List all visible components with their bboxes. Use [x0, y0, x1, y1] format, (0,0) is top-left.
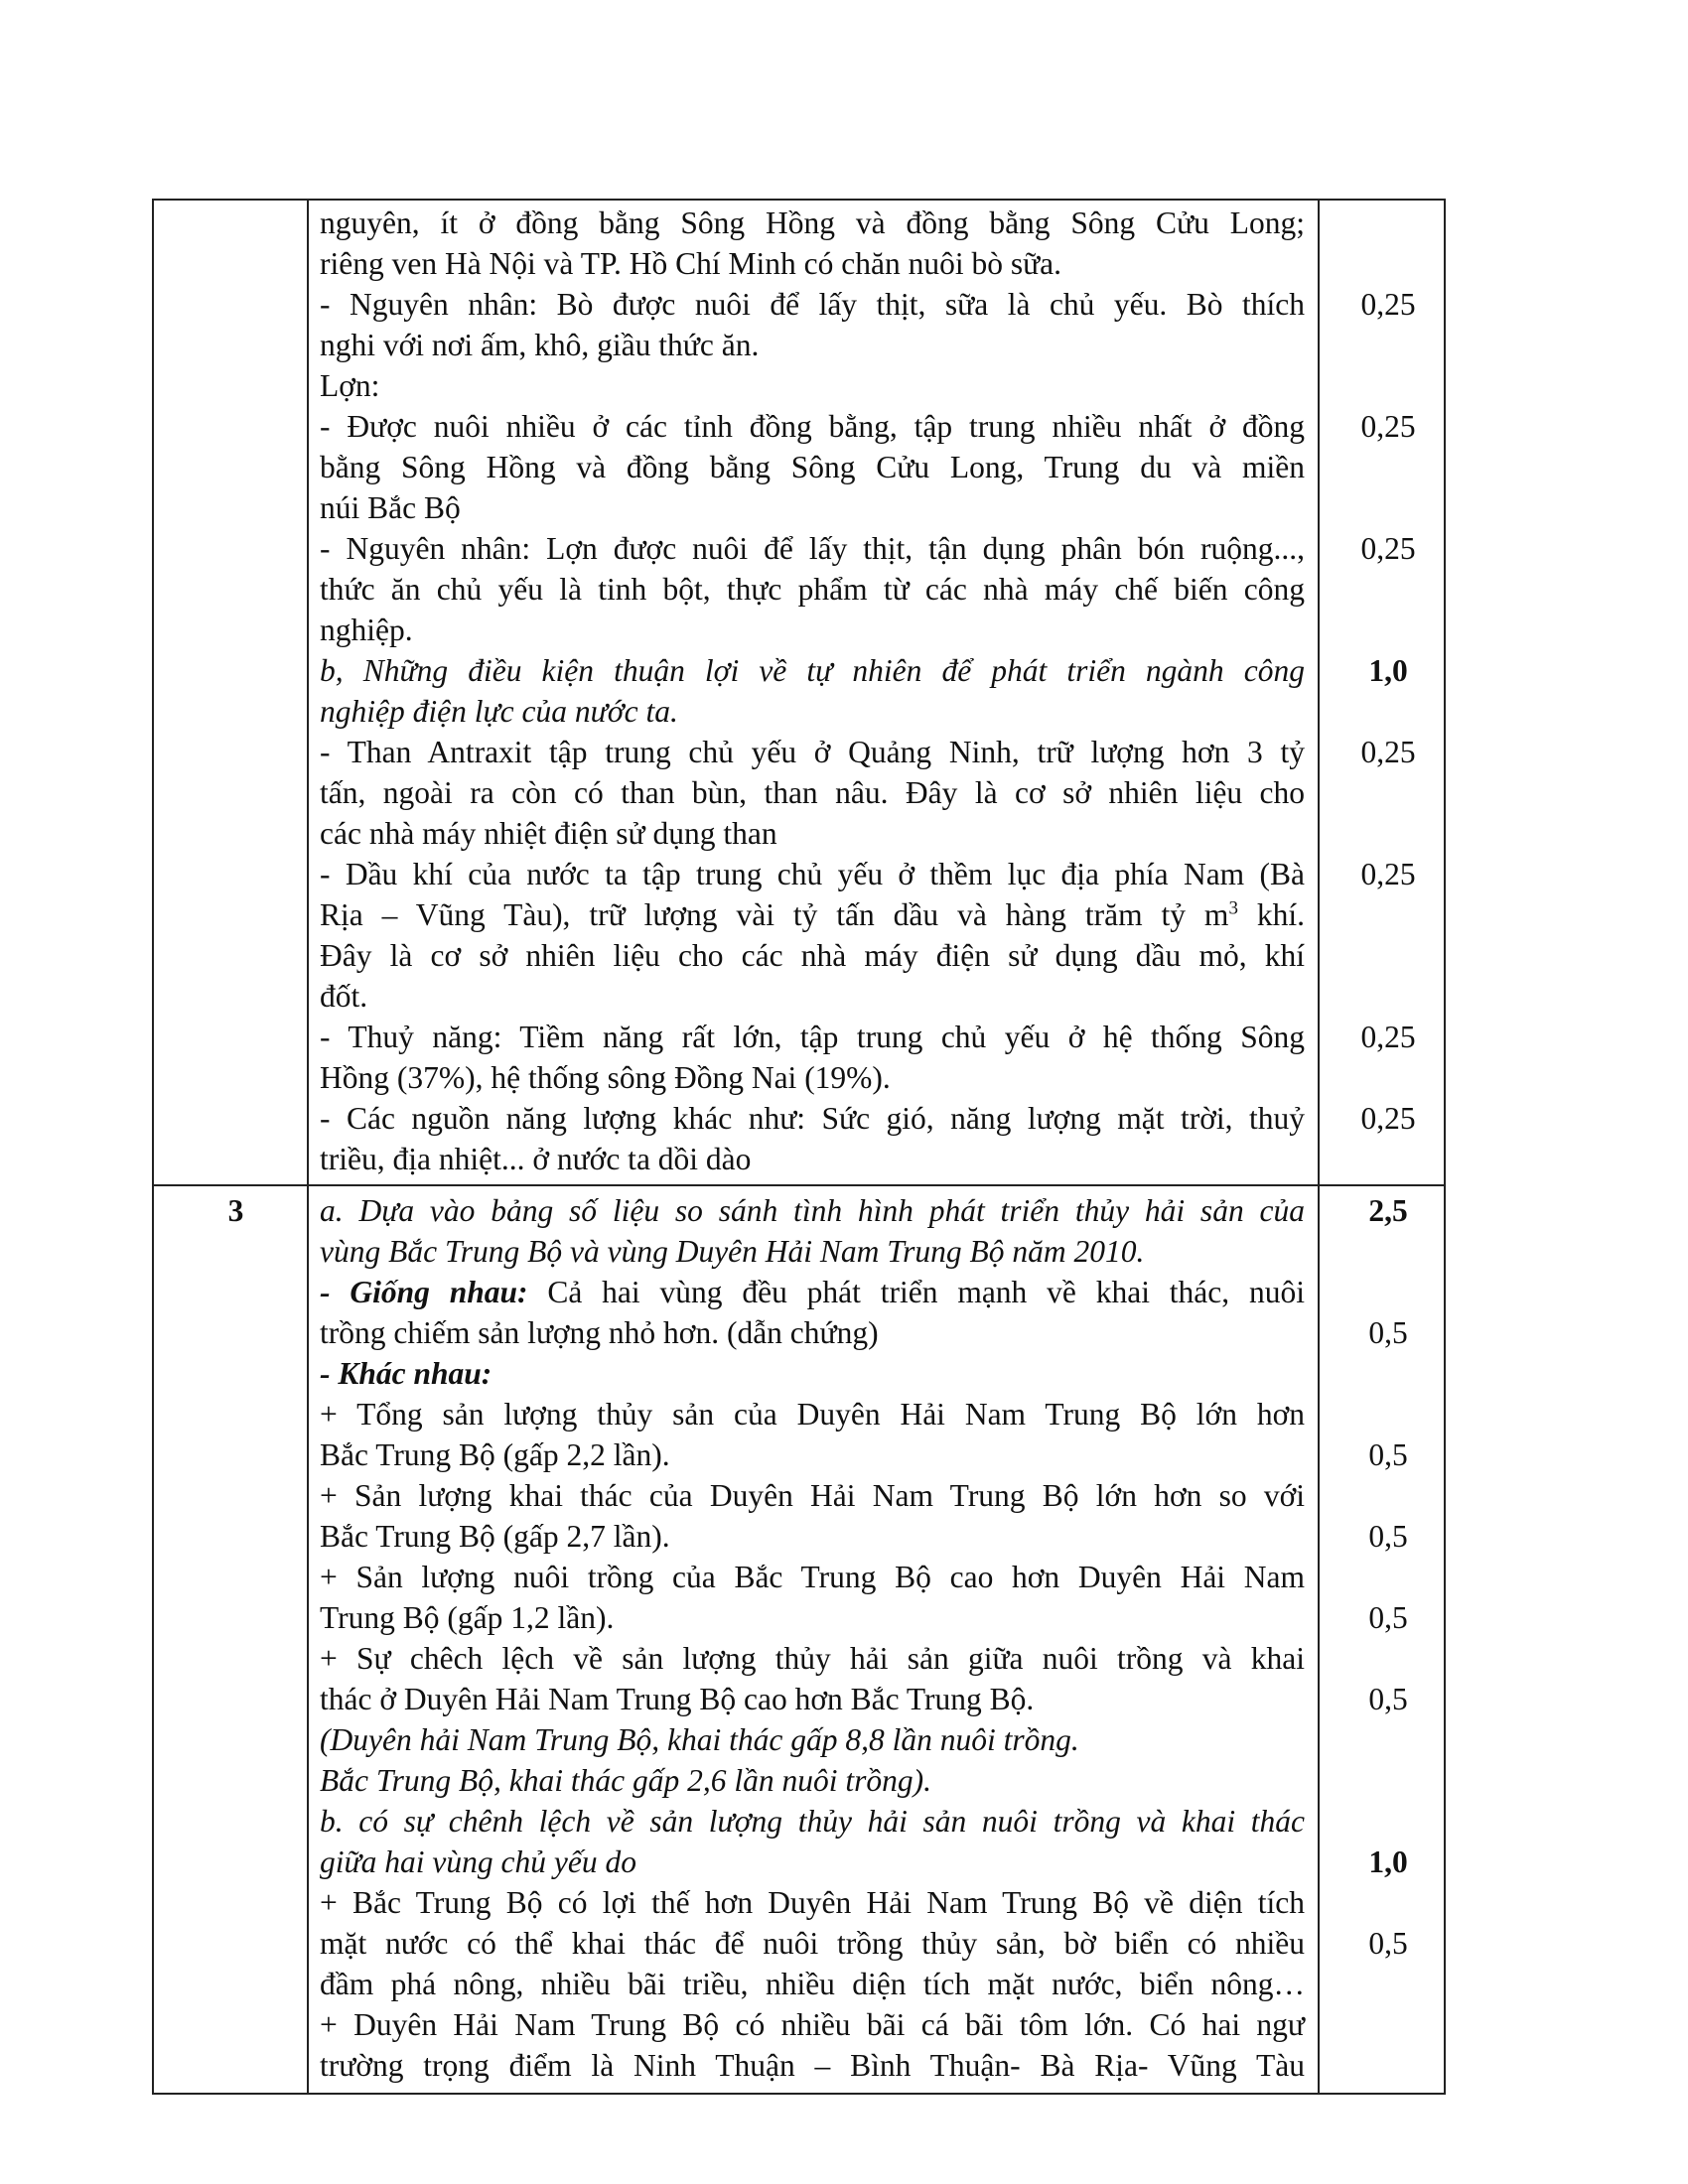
superscript: 3 [1228, 897, 1238, 919]
text-line: Trung Bộ (gấp 1,2 lần). [320, 1600, 615, 1635]
text-line: - Dầu khí của nước ta tập trung chủ yếu ở thềm lục địa phía Nam (Bà [320, 857, 1305, 891]
score-value: 0,25 [1360, 857, 1416, 891]
score-value: 0,25 [1360, 1101, 1416, 1136]
score-value: 2,5 [1368, 1193, 1408, 1228]
score-value: 0,5 [1368, 1519, 1408, 1554]
text-line: riêng ven Hà Nội và TP. Hồ Chí Minh có chăn nuôi bò sữa. [320, 246, 1062, 281]
text-line: + Sản lượng khai thác của Duyên Hải Nam Trung Bộ lớn hơn so với [320, 1478, 1305, 1513]
text-segment: Rịa – Vũng Tàu), trữ lượng vài tỷ tấn dầu và hàng trăm tỷ m [320, 897, 1229, 932]
score-value: 0,5 [1368, 1682, 1408, 1716]
score-value: 0,5 [1368, 1600, 1408, 1635]
text-line: nghi với nơi ấm, khô, giầu thức ăn. [320, 328, 760, 362]
text-line: - Nguyên nhân: Lợn được nuôi để lấy thịt, tận dụng phân bón ruộng..., [320, 531, 1305, 566]
label-similar: - Giống nhau: [320, 1275, 528, 1309]
text-line: thức ăn chủ yếu là tinh bột, thực phẩm từ các nhà máy chế biến công [320, 572, 1305, 607]
text-line: - Các nguồn năng lượng khác như: Sức gió, năng lượng mặt trời, thuỷ [320, 1101, 1305, 1136]
question-number: 3 [227, 1193, 244, 1228]
text-line: - Được nuôi nhiều ở các tỉnh đồng bằng, tập trung nhiều nhất ở đồng [320, 409, 1305, 444]
text-line: đốt. [320, 979, 368, 1014]
text-line: + Tổng sản lượng thủy sản của Duyên Hải Nam Trung Bộ lớn hơn [320, 1397, 1305, 1432]
text-line: trường trọng điểm là Ninh Thuận – Bình Thuận- Bà Rịa- Vũng Tàu [320, 2048, 1305, 2083]
text-line: các nhà máy nhiệt điện sử dụng than [320, 816, 777, 851]
text-line: Bắc Trung Bộ (gấp 2,7 lần). [320, 1519, 670, 1554]
answer-table [152, 199, 1446, 2095]
table-row-divider [152, 1184, 1446, 1186]
text-line: triều, địa nhiệt... ở nước ta dồi dào [320, 1142, 752, 1176]
text-line: nghiệp. [320, 613, 413, 647]
text-line [320, 894, 1305, 935]
text-line: - Thuỷ năng: Tiềm năng rất lớn, tập trung chủ yếu ở hệ thống Sông [320, 1020, 1305, 1054]
score-value: 0,25 [1360, 531, 1416, 566]
text-line: tấn, ngoài ra còn có than bùn, than nâu. Đây là cơ sở nhiên liệu cho [320, 775, 1305, 810]
text-line: + Sản lượng nuôi trồng của Bắc Trung Bộ cao hơn Duyên Hải Nam [320, 1560, 1305, 1594]
table-border-top [152, 199, 1446, 201]
score-value: 0,5 [1368, 1926, 1408, 1961]
text-line: thác ở Duyên Hải Nam Trung Bộ cao hơn Bắc Trung Bộ. [320, 1682, 1035, 1716]
text-line: trồng chiếm sản lượng nhỏ hơn. (dẫn chứng) [320, 1315, 879, 1350]
text-line [320, 1272, 1305, 1312]
subheading-line: nghiệp điện lực của nước ta. [320, 694, 678, 729]
score-value: 0,25 [1360, 287, 1416, 322]
table-border-left [152, 199, 154, 2095]
score-value: 0,25 [1360, 1020, 1416, 1054]
subheading-line: giữa hai vùng chủ yếu do [320, 1844, 636, 1879]
table-border-bottom [152, 2093, 1446, 2095]
score-value: 0,25 [1360, 409, 1416, 444]
text-line: - Than Antraxit tập trung chủ yếu ở Quảng Ninh, trữ lượng hơn 3 tỷ [320, 735, 1305, 769]
subheading-line: b. có sự chênh lệch về sản lượng thủy hải sản nuôi trồng và khai thác [320, 1804, 1305, 1839]
text-line: - Nguyên nhân: Bò được nuôi để lấy thịt, sữa là chủ yếu. Bò thích [320, 287, 1305, 322]
text-line: núi Bắc Bộ [320, 490, 461, 525]
note-line: Bắc Trung Bộ, khai thác gấp 2,6 lần nuôi trồng). [320, 1763, 931, 1798]
score-value: 1,0 [1368, 1844, 1408, 1879]
text-line: mặt nước có thể khai thác để nuôi trồng thủy sản, bờ biển có nhiều [320, 1926, 1305, 1961]
text-line: + Duyên Hải Nam Trung Bộ có nhiều bãi cá bãi tôm lớn. Có hai ngư [320, 2007, 1305, 2042]
text-segment: Cả hai vùng đều phát triển mạnh về khai thác, nuôi [527, 1275, 1305, 1309]
score-value: 0,25 [1360, 735, 1416, 769]
text-line: + Bắc Trung Bộ có lợi thế hơn Duyên Hải Nam Trung Bộ về diện tích [320, 1885, 1305, 1920]
text-line: Hồng (37%), hệ thống sông Đồng Nai (19%). [320, 1060, 891, 1095]
score-value: 0,5 [1368, 1437, 1408, 1472]
score-value: 0,5 [1368, 1315, 1408, 1350]
score-value: 1,0 [1368, 653, 1408, 688]
text-line: nguyên, ít ở đồng bằng Sông Hồng và đồng bằng Sông Cửu Long; [320, 205, 1305, 240]
text-segment: khí. [1237, 897, 1305, 932]
text-line: Lợn: [320, 368, 380, 403]
text-line: bằng Sông Hồng và đồng bằng Sông Cửu Long, Trung du và miền [320, 450, 1305, 484]
text-line: Đây là cơ sở nhiên liệu cho các nhà máy điện sử dụng dầu mỏ, khí [320, 938, 1305, 973]
text-line: đầm phá nông, nhiều bãi triều, nhiều diện tích mặt nước, biển nông… [320, 1967, 1305, 2001]
table-border-col1 [307, 199, 309, 2095]
subheading-line: b, Những điều kiện thuận lợi về tự nhiên để phát triển ngành công [320, 653, 1305, 688]
text-line: Bắc Trung Bộ (gấp 2,2 lần). [320, 1437, 670, 1472]
subheading-line: a. Dựa vào bảng số liệu so sánh tình hình phát triển thủy hải sản của [320, 1193, 1305, 1228]
table-border-col2 [1318, 199, 1320, 2095]
text-line: + Sự chêch lệch về sản lượng thủy hải sản giữa nuôi trồng và khai [320, 1641, 1305, 1676]
note-line: (Duyên hải Nam Trung Bộ, khai thác gấp 8,8 lần nuôi trồng. [320, 1722, 1079, 1757]
label-different: - Khác nhau: [320, 1356, 492, 1391]
subheading-line: vùng Bắc Trung Bộ và vùng Duyên Hải Nam Trung Bộ năm 2010. [320, 1234, 1145, 1269]
table-border-right [1444, 199, 1446, 2095]
